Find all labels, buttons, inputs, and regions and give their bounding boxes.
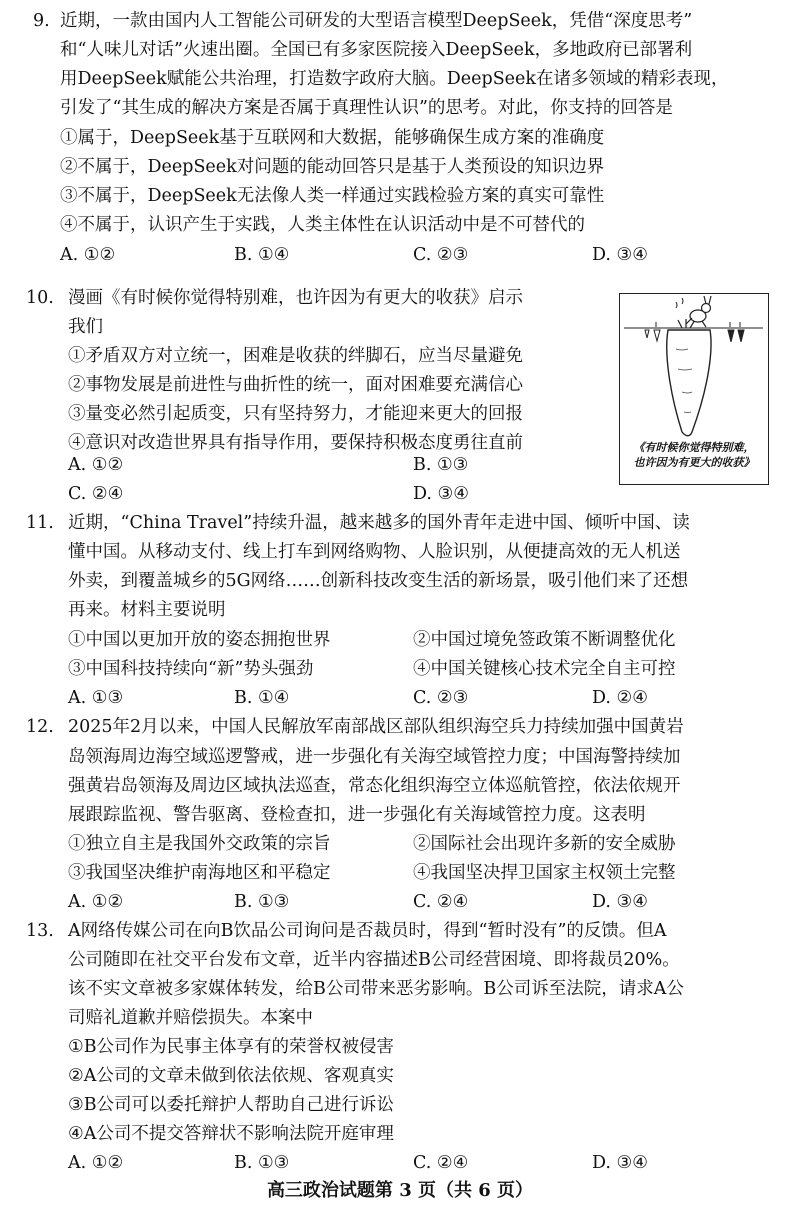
- statement-item: ④A公司不提交答辩状不影响法院开庭审理: [68, 1124, 394, 1144]
- answer-option-d: D. ③④: [413, 484, 469, 504]
- question-stem-line: 近期，“China Travel”持续升温，越来越多的国外青年走进中国、倾听中国、读: [68, 513, 690, 533]
- statement-item: ②不属于，DeepSeek对问题的能动回答只是基于人类预设的知识边界: [60, 157, 605, 177]
- question-stem-line: 司赔礼道歉并赔偿损失。本案中: [68, 1008, 313, 1028]
- answer-option-c: C. ②③: [413, 245, 469, 265]
- question-stem-line: 懂中国。从移动支付、线上打车到网络购物、人脸识别，从便捷高效的无人机送: [68, 542, 681, 562]
- statement-item: ③不属于，DeepSeek无法像人类一样通过实践检验方案的真实可靠性: [60, 186, 605, 206]
- answer-option-c: C. ②④: [413, 1153, 469, 1173]
- question-stem-line: 和“人味儿对话”火速出圈。全国已有多家医院接入DeepSeek，多地政府已部署利: [60, 40, 693, 60]
- answer-option-a: A. ①②: [68, 1153, 124, 1173]
- question-number: 9.: [33, 11, 50, 31]
- cartoon-caption: [624, 440, 764, 470]
- question-stem-line: A网络传媒公司在向B饮品公司询问是否裁员时，得到“暂时没有”的反馈。但A: [68, 921, 667, 941]
- question-stem-line: 用DeepSeek赋能公共治理，打造数字政府大脑。DeepSeek在诸多领域的精彩表现，: [60, 69, 729, 89]
- question-stem-line: 引发了“其生成的解决方案是否属于真理性认识”的思考。对此，你支持的回答是: [60, 98, 673, 118]
- question-number: 11.: [26, 513, 54, 533]
- answer-option-d: D. ③④: [592, 892, 648, 912]
- answer-option-a: A. ①③: [68, 688, 124, 708]
- question-stem-line: 外卖，到覆盖城乡的5G网络……创新科技改变生活的新场景，吸引他们来了还想: [68, 571, 689, 591]
- cartoon-illustration: [619, 293, 769, 485]
- answer-option-d: D. ③④: [592, 245, 648, 265]
- statement-item: ③中国科技持续向“新”势头强劲: [68, 659, 314, 679]
- statement-item: ④中国关键核心技术完全自主可控: [413, 659, 676, 679]
- statement-item: ②中国过境免签政策不断调整优化: [413, 630, 676, 650]
- statement-item: ④意识对改造世界具有指导作用，要保持积极态度勇往直前: [68, 433, 523, 453]
- statement-item: ④我国坚决捍卫国家主权领土完整: [413, 863, 676, 883]
- statement-item: ③B公司可以委托辩护人帮助自己进行诉讼: [68, 1095, 395, 1115]
- question-stem-line: 强黄岩岛领海及周边区域执法巡查，常态化组织海空立体巡航管控，依法依规开: [68, 776, 681, 796]
- cartoon-caption-line: 也许因为有更大的收获》: [633, 456, 755, 469]
- question-stem-line: 2025年2月以来，中国人民解放军南部战区部队组织海空兵力持续加强中国黄岩: [68, 717, 684, 737]
- question-stem-line: 我们: [68, 317, 103, 337]
- question-number: 12.: [26, 717, 54, 737]
- question-stem-line: 近期，一款由国内人工智能公司研发的大型语言模型DeepSeek，凭借“深度思考”: [60, 11, 693, 31]
- answer-option-a: A. ①②: [68, 892, 124, 912]
- statement-item: ①独立自主是我国外交政策的宗旨: [68, 834, 331, 854]
- answer-option-b: B. ①③: [413, 455, 469, 475]
- answer-option-b: B. ①③: [234, 1153, 290, 1173]
- statement-item: ①属于，DeepSeek基于互联网和大数据，能够确保生成方案的准确度: [60, 128, 605, 148]
- question-stem-line: 再来。材料主要说明: [68, 600, 226, 620]
- answer-option-c: C. ②④: [413, 892, 469, 912]
- answer-option-c: C. ②③: [413, 688, 469, 708]
- statement-item: ①B公司作为民事主体享有的荣誉权被侵害: [68, 1037, 395, 1057]
- statement-item: ③量变必然引起质变，只有坚持努力，才能迎来更大的回报: [68, 404, 523, 424]
- question-number: 13.: [26, 921, 54, 941]
- question-stem-line: 公司随即在社交平台发布文章，近半内容描述B公司经营困境、即将裁员20%。: [68, 950, 680, 970]
- question-stem-line: 该不实文章被多家媒体转发，给B公司带来恶劣影响。B公司诉至法院，请求A公: [68, 979, 684, 999]
- statement-item: ③我国坚决维护南海地区和平稳定: [68, 863, 331, 883]
- answer-option-d: D. ③④: [592, 1153, 648, 1173]
- carrot-drawing: [620, 294, 767, 439]
- answer-option-b: B. ①④: [234, 688, 290, 708]
- answer-option-c: C. ②④: [68, 484, 124, 504]
- question-stem-line: 展跟踪监视、警告驱离、登检查扣，进一步强化有关海域管控力度。这表明: [68, 805, 646, 825]
- cartoon-caption-line: 《有时候你觉得特别难，: [633, 441, 755, 454]
- statement-item: ①中国以更加开放的姿态拥抱世界: [68, 630, 331, 650]
- statement-item: ②国际社会出现许多新的安全威胁: [413, 834, 676, 854]
- statement-item: ①矛盾双方对立统一，困难是收获的绊脚石，应当尽量避免: [68, 346, 523, 366]
- page-footer: 高三政治试题第 3 页（共 6 页）: [266, 1180, 534, 1201]
- answer-option-a: A. ①②: [68, 455, 124, 475]
- statement-item: ②事物发展是前进性与曲折性的统一，面对困难要充满信心: [68, 375, 523, 395]
- answer-option-d: D. ②④: [592, 688, 648, 708]
- answer-option-b: B. ①④: [234, 245, 290, 265]
- question-stem-line: 漫画《有时候你觉得特别难，也许因为有更大的收获》启示: [68, 288, 523, 308]
- answer-option-a: A. ①②: [60, 245, 116, 265]
- statement-item: ②A公司的文章未做到依法依规、客观真实: [68, 1066, 394, 1086]
- question-number: 10.: [26, 288, 54, 308]
- question-stem-line: 岛领海周边海空域巡逻警戒，进一步强化有关海空域管控力度；中国海警持续加: [68, 747, 681, 767]
- statement-item: ④不属于，认识产生于实践，人类主体性在认识活动中是不可替代的: [60, 215, 585, 235]
- answer-option-b: B. ①③: [234, 892, 290, 912]
